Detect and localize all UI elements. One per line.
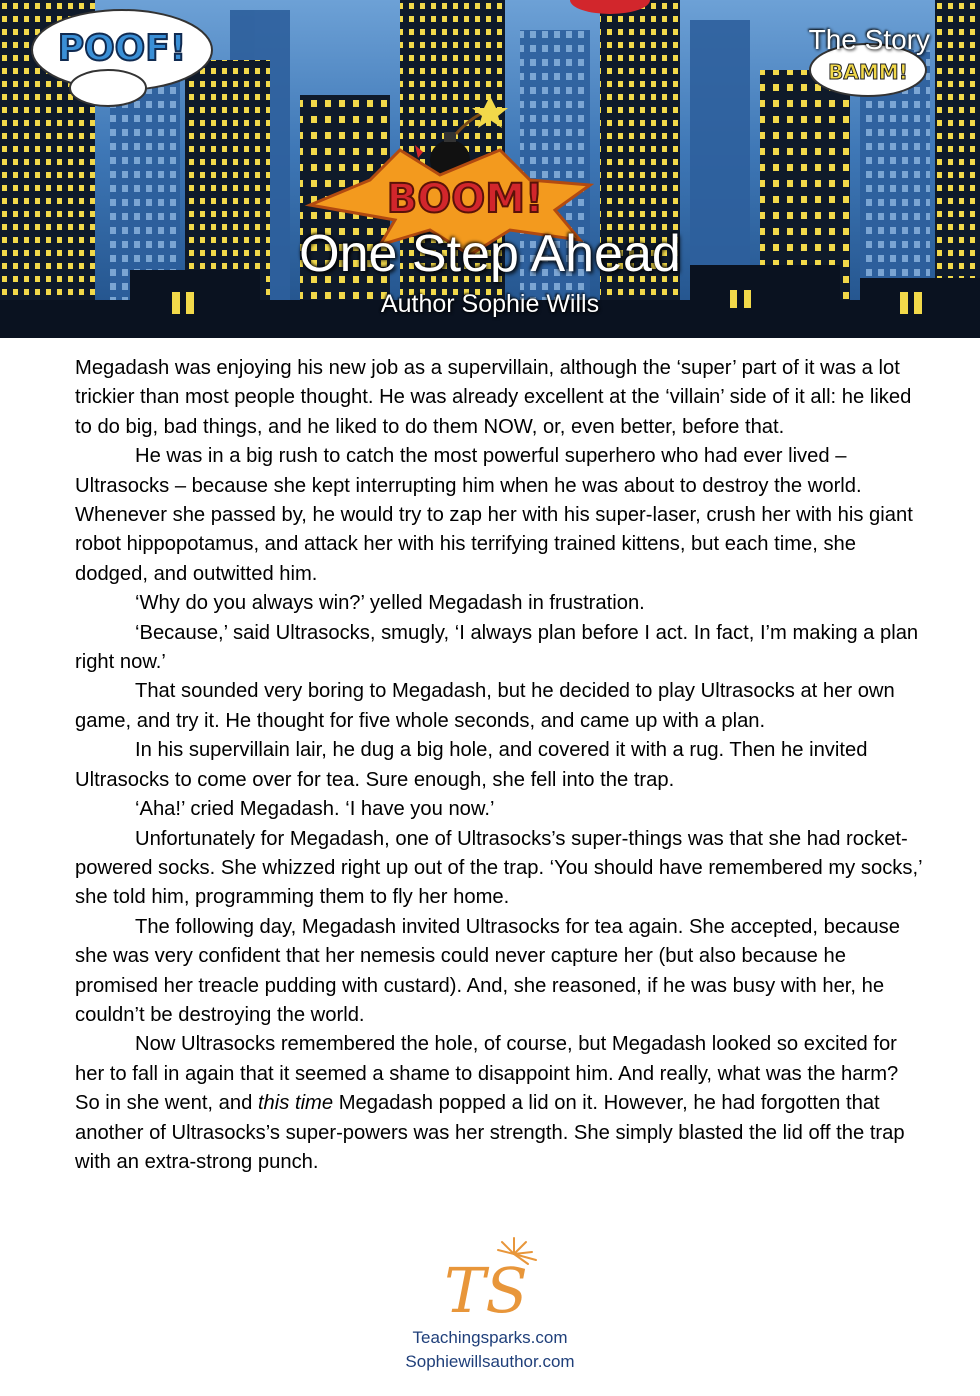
paragraph-7: ‘Aha!’ cried Megadash. ‘I have you now.’	[135, 798, 495, 821]
paragraph-2: He was in a big rush to catch the most powerful superhero who had ever lived – Ultrasocks – because she kept interrupting him when he was about to destroy the world. Whenever she passed by, he would try to zap her with his super-laser, crush her with his giant robot hippopotamus, and attack her with his terrifying trained kittens, but each time, she dodged, and outwitted him.	[75, 445, 913, 585]
story-title: One Step Ahead	[299, 225, 681, 283]
paragraph-9: The following day, Megadash invited Ultrasocks for tea again. She accepted, because she was very confident that her nemesis could never capture her (but also because he promised her treacle pudding with custard). And, she reasoned, if he was busy with her, he couldn’t be destroying the world.	[75, 915, 900, 1026]
story-author: Author Sophie Wills	[380, 290, 600, 318]
header-banner	[0, 0, 980, 338]
teachingsparks-logo	[436, 1234, 546, 1324]
paragraph-10-start: Now Ultrasocks remembered the hole, of course, but Megadash looked so excited for her to fall in again that it seemed a shame to disappoint him. And really, what was the harm? So in she went, and	[75, 1033, 899, 1115]
svg-text:POOF!: POOF!	[57, 28, 187, 69]
paragraph-5: That sounded very boring to Megadash, but he decided to play Ultrasocks at her own game, and try it. He thought for five whole seconds, and came up with a plan.	[75, 680, 895, 732]
sophiewillsauthor-link[interactable]: Sophiewillsauthor.com	[405, 1352, 575, 1371]
story-text	[75, 354, 923, 1177]
section-label: The Story	[808, 24, 930, 55]
paragraph-10-emphasis: this time	[257, 1092, 334, 1115]
paragraph-10-end: Megadash popped a lid on it. However, he had forgotten that another of Ultrasocks’s super-powers was her strength. She simply blasted the lid off the trap with an extra-strong punch.	[75, 1092, 905, 1173]
svg-text:TS: TS	[444, 1254, 528, 1324]
teachingsparks-link[interactable]: Teachingsparks.com	[412, 1328, 568, 1347]
svg-text:BOOM!: BOOM!	[386, 176, 544, 222]
svg-text:BAMM!: BAMM!	[828, 60, 908, 84]
paragraph-6: In his supervillain lair, he dug a big hole, and covered it with a rug. Then he invited Ultrasocks to come over for tea. Sure enough, she fell into the trap.	[75, 739, 868, 791]
paragraph-8: Unfortunately for Megadash, one of Ultrasocks’s super-things was that she had rocket-powered socks. She whizzed right up out of the trap. ‘You should have remembered my socks,’ she told him, programming them to fly her home.	[75, 827, 922, 909]
paragraph-1: Megadash was enjoying his new job as a supervillain, although the ‘super’ part of it was a lot trickier than most people thought. He was already excellent at the ‘villain’ side of it all: he liked to do big, bad things, and he liked to do them NOW, or, even better, before that.	[75, 357, 912, 438]
paragraph-10	[75, 1030, 923, 1177]
paragraph-3: ‘Why do you always win?’ yelled Megadash in frustration.	[135, 592, 645, 615]
paragraph-4: ‘Because,’ said Ultrasocks, smugly, ‘I always plan before I act. In fact, I’m making a plan right now.’	[75, 621, 919, 674]
